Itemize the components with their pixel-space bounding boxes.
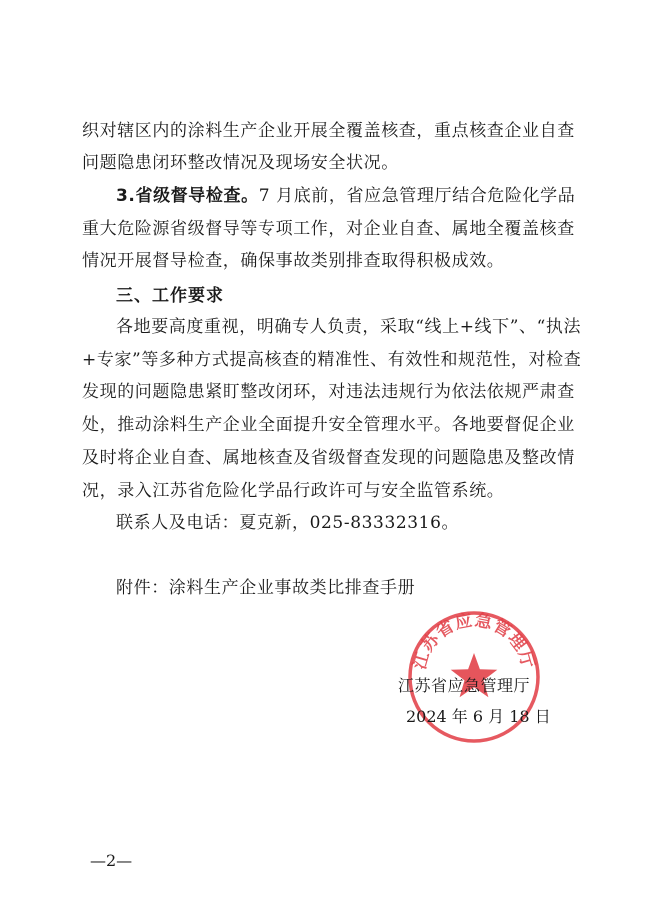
signature-date: 2024 年 6 月 18 日 <box>406 707 551 726</box>
body-line: 况，录入江苏省危险化学品行政许可与安全监管系统。 <box>82 481 505 501</box>
section-3-text: 7 月底前，省应急管理厅结合危险化学品 <box>258 186 576 206</box>
body-line: +专家”等多种方式提高核查的精准性、有效性和规范性，对检查 <box>82 350 582 370</box>
section-3-line <box>116 185 576 207</box>
body-line: 各地要高度重视，明确专人负责，采取“线上+线下”、“执法 <box>116 317 582 337</box>
body-line: 问题隐患闭环整改情况及现场安全状况。 <box>82 153 399 173</box>
attachment-line: 附件：涂料生产企业事故类比排查手册 <box>116 578 416 598</box>
section-heading: 三、工作要求 <box>116 286 224 306</box>
body-line: 处，推动涂料生产企业全面提升安全管理水平。各地要督促企业 <box>82 415 575 435</box>
body-line: 发现的问题隐患紧盯整改闭环，对违法违规行为依法依规严肃查 <box>82 382 575 402</box>
page-number: —2— <box>90 851 133 870</box>
seal-text: 江苏省应急管理厅 <box>410 610 538 672</box>
body-line: 及时将企业自查、属地核查及省级督查发现的问题隐患及整改情 <box>82 448 575 468</box>
body-line: 重大危险源省级督导等专项工作，对企业自查、属地全覆盖核查 <box>82 219 575 239</box>
section-3-title: 3.省级督导检查。 <box>116 186 259 206</box>
body-line: 情况开展督导检查，确保事故类别排查取得积极成效。 <box>82 251 505 271</box>
body-line: 织对辖区内的涂料生产企业开展全覆盖核查，重点核查企业自查 <box>82 121 575 141</box>
signature-organization: 江苏省应急管理厅 <box>398 676 531 695</box>
contact-line: 联系人及电话：夏克新，025-83332316。 <box>116 513 460 533</box>
